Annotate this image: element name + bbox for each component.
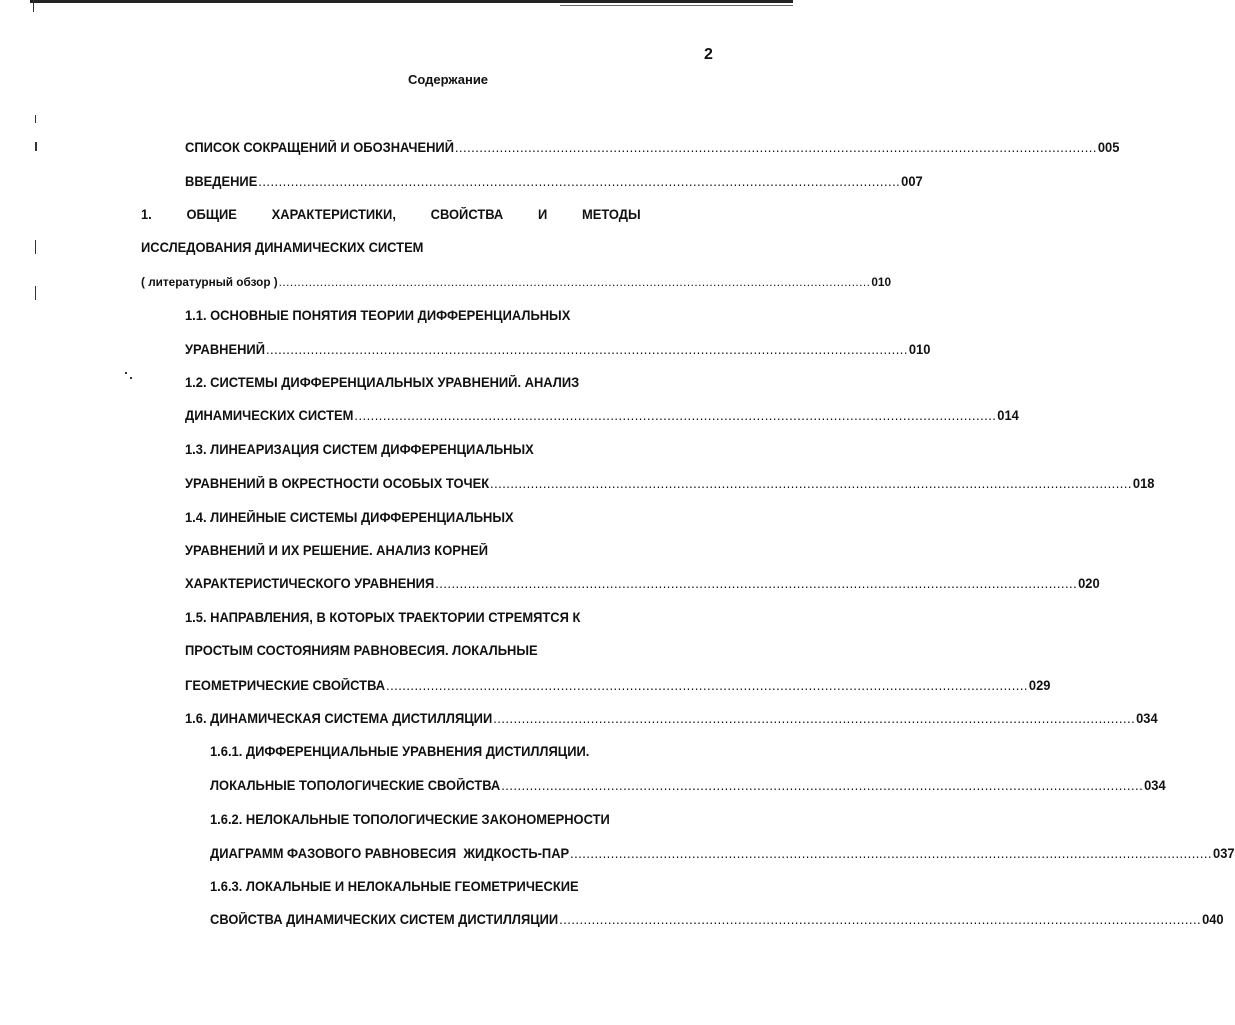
toc-section-1-4-line1[interactable]: 1.4. ЛИНЕЙНЫЕ СИСТЕМЫ ДИФФЕРЕНЦИАЛЬНЫХ [185,510,514,525]
toc-entry-text: 1.6. ДИНАМИЧЕСКАЯ СИСТЕМА ДИСТИЛЛЯЦИИ [185,711,493,726]
toc-section-1-1-line2[interactable] [185,340,931,360]
dot-leader: .............................................................................................................................................................. [454,140,1097,155]
toc-page-number: 007 [901,174,923,189]
toc-entry-text: ДИНАМИЧЕСКИХ СИСТЕМ [185,408,354,423]
toc-section-1-5-line2[interactable]: ПРОСТЫМ СОСТОЯНИЯМ РАВНОВЕСИЯ. ЛОКАЛЬНЫЕ [185,643,538,658]
scan-speck [130,377,132,379]
toc-section-1-4-line2[interactable]: УРАВНЕНИЙ И ИХ РЕШЕНИЕ. АНАЛИЗ КОРНЕЙ [185,543,489,558]
toc-section-1-6-3-line2[interactable] [210,910,1224,930]
toc-entry-text: УРАВНЕНИЙ В ОКРЕСТНОСТИ ОСОБЫХ ТОЧЕК [185,476,490,491]
dot-leader: .............................................................................................................................................................. [265,342,908,357]
dot-leader: .............................................................................................................................................................. [354,408,997,423]
toc-section-1-4-line3[interactable] [185,574,1100,594]
toc-entry-text: СВОЙСТВА ДИНАМИЧЕСКИХ СИСТЕМ ДИСТИЛЛЯЦИИ [210,912,559,927]
toc-section-1-6-3-line1[interactable]: 1.6.3. ЛОКАЛЬНЫЕ И НЕЛОКАЛЬНЫЕ ГЕОМЕТРИЧЕСКИЕ [210,879,579,894]
toc-section-1-6-1-line2[interactable] [210,776,1166,796]
toc-page-number: 029 [1028,678,1051,693]
toc-section-1-3-line2[interactable] [185,474,1155,494]
chapter-word: ХАРАКТЕРИСТИКИ, [271,207,396,222]
toc-section-1-2-line2[interactable] [185,406,1019,426]
chapter-word: И [537,207,548,222]
toc-page-number: 010 [908,342,931,357]
toc-section-1-6[interactable] [185,709,1158,729]
toc-page-number: 037 [1213,846,1235,861]
scan-speck [35,286,36,300]
toc-entry-introduction[interactable] [185,172,923,192]
page-number: 2 [704,46,713,63]
toc-section-1-3-line1[interactable]: 1.3. ЛИНЕАРИЗАЦИЯ СИСТЕМ ДИФФЕРЕНЦИАЛЬНЫХ [185,442,534,457]
toc-page-number: 034 [1144,778,1166,793]
dot-leader: .............................................................................................................................................................. [570,846,1213,861]
scan-speck [125,372,127,374]
toc-page-number: 040 [1202,912,1224,927]
toc-section-1-2-line1[interactable]: 1.2. СИСТЕМЫ ДИФФЕРЕНЦИАЛЬНЫХ УРАВНЕНИЙ. АНАЛИЗ [185,375,580,390]
toc-entry-text: УРАВНЕНИЙ [185,342,266,357]
scan-speck [35,142,37,151]
dot-leader: .............................................................................................................................................................. [435,576,1078,591]
dot-leader: .............................................................................................................................................................. [386,678,1028,693]
toc-page-number: 010 [871,275,892,289]
toc-entry-text: ХАРАКТЕРИСТИЧЕСКОГО УРАВНЕНИЯ [185,576,435,591]
toc-entry-abbreviations[interactable] [185,138,1120,158]
toc-page-number: 005 [1097,140,1120,155]
toc-entry-text: ЛОКАЛЬНЫЕ ТОПОЛОГИЧЕСКИЕ СВОЙСТВА [210,778,501,793]
dot-leader: .............................................................................................................................................................. [493,711,1136,726]
toc-entry-text: СПИСОК СОКРАЩЕНИЙ И ОБОЗНАЧЕНИЙ [185,140,454,155]
chapter-word: МЕТОДЫ [581,207,641,222]
toc-entry-text: ВВЕДЕНИЕ [185,174,258,189]
dot-leader: .............................................................................................................................................................. [278,275,871,289]
toc-section-1-6-2-line2[interactable] [210,844,1235,864]
toc-entry-text: ГЕОМЕТРИЧЕСКИЕ СВОЙСТВА [185,678,386,693]
toc-section-1-6-2-line1[interactable]: 1.6.2. НЕЛОКАЛЬНЫЕ ТОПОЛОГИЧЕСКИЕ ЗАКОНОМЕРНОСТИ [210,812,610,827]
toc-page-number: 020 [1078,576,1100,591]
toc-section-1-5-line1[interactable]: 1.5. НАПРАВЛЕНИЯ, В КОТОРЫХ ТРАЕКТОРИИ СТРЕМЯТСЯ К [185,610,581,625]
toc-entry-text: ДИАГРАММ ФАЗОВОГО РАВНОВЕСИЯ ЖИДКОСТЬ-ПАР [210,846,570,861]
dot-leader: .............................................................................................................................................................. [258,174,901,189]
dot-leader: .............................................................................................................................................................. [490,476,1132,491]
toc-chapter-1-line2[interactable]: ИССЛЕДОВАНИЯ ДИНАМИЧЕСКИХ СИСТЕМ [141,240,424,255]
toc-page-number: 014 [997,408,1019,423]
toc-section-1-5-line3[interactable] [185,676,1051,696]
dot-leader: .............................................................................................................................................................. [559,912,1202,927]
page-title: Содержание [407,72,489,87]
scan-speck [35,115,36,123]
dot-leader: .............................................................................................................................................................. [501,778,1144,793]
toc-section-1-1-line1[interactable]: 1.1. ОСНОВНЫЕ ПОНЯТИЯ ТЕОРИИ ДИФФЕРЕНЦИАЛЬНЫХ [185,308,571,323]
toc-chapter-1-line3[interactable] [141,272,892,292]
toc-page-number: 018 [1132,476,1155,491]
scan-border-top-thin [560,5,793,6]
chapter-word: СВОЙСТВА [430,207,504,222]
toc-page-number: 034 [1136,711,1158,726]
toc-chapter-1-line1[interactable] [141,205,641,225]
scan-border-left [33,0,34,12]
toc-entry-text: ( литературный обзор ) [141,275,278,289]
scan-border-top [30,0,793,3]
chapter-word: ОБЩИЕ [186,207,237,222]
chapter-number: 1. [141,207,152,222]
toc-section-1-6-1-line1[interactable]: 1.6.1. ДИФФЕРЕНЦИАЛЬНЫЕ УРАВНЕНИЯ ДИСТИЛЛЯЦИИ. [210,744,590,759]
scan-speck [35,240,36,254]
